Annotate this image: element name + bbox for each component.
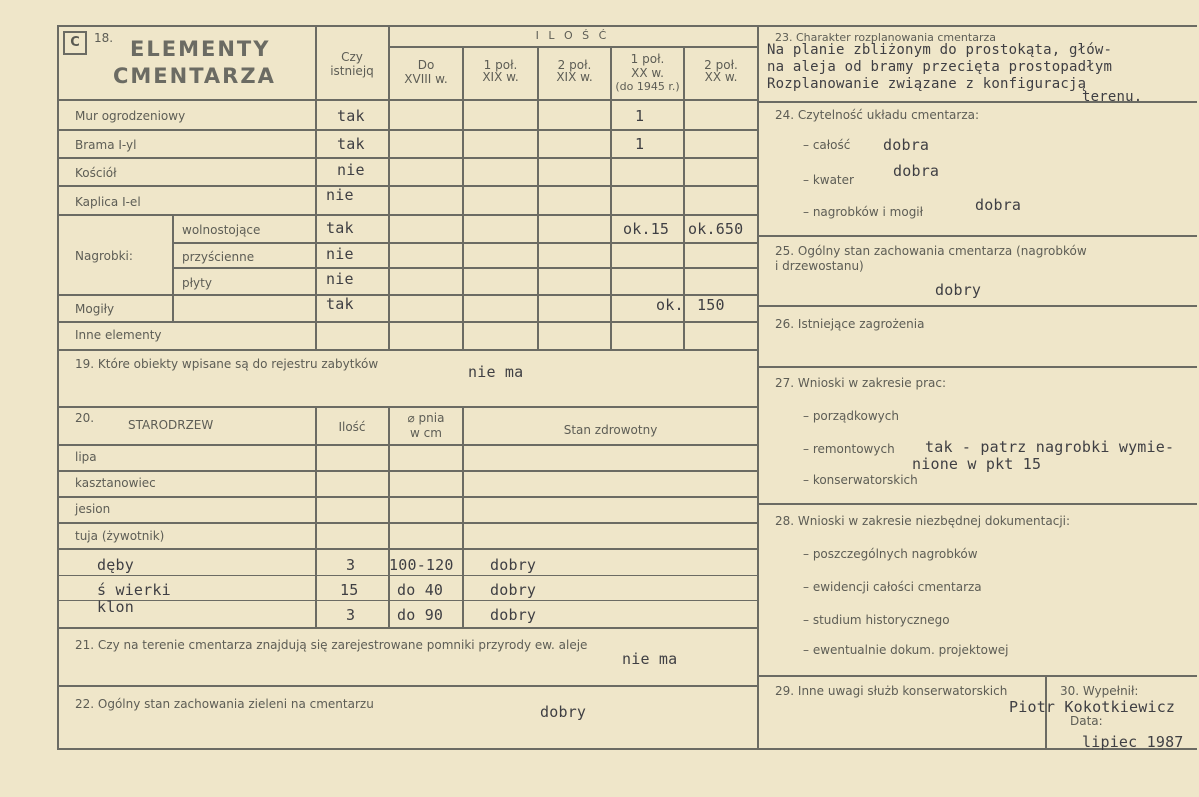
tree-row-diam: do 40	[397, 581, 444, 599]
period-4-l3: (do 1945 r.)	[615, 80, 680, 93]
tree-row-label: dęby	[97, 556, 134, 574]
s23-label: 23. Charakter rozplanowania cmentarza	[775, 31, 996, 44]
s30-name: Piotr Kokotkiewicz	[1009, 698, 1176, 716]
s20-number: 20.	[75, 411, 95, 425]
s27-item: – konserwatorskich	[803, 473, 918, 487]
row-exists: tak	[326, 219, 354, 237]
s24-item-label: – kwater	[803, 173, 854, 187]
column-divider	[757, 25, 759, 750]
row-label: Brama I-yl	[75, 138, 137, 152]
s24-item-value: dobra	[893, 162, 940, 180]
frame-left	[57, 25, 59, 750]
period-3-l2: XIX w.	[556, 70, 593, 84]
s24-item-value: dobra	[883, 136, 930, 154]
s18-number: 18.	[94, 31, 114, 45]
tree-row-diam: 100-120	[389, 556, 454, 574]
s29-label: 29. Inne uwagi służb konserwatorskich	[775, 684, 1008, 698]
tree-row-qty: 3	[346, 606, 356, 624]
s30-date-label: Data:	[1070, 714, 1103, 728]
s19-label: 19. Które obiekty wpisane są do rejestru zabytków	[75, 357, 379, 371]
s20-title: STARODRZEW	[128, 418, 214, 432]
row-period5: ok.650	[688, 220, 744, 238]
s28-item: – poszczególnych nagrobków	[803, 547, 978, 561]
row-exists: nie	[326, 186, 354, 204]
row-period5: 150	[697, 296, 725, 314]
s23-line2: na aleja od bramy przecięta prostopadłym	[767, 59, 1113, 75]
s22-value: dobry	[540, 703, 587, 721]
s30-date: lipiec 1987	[1082, 733, 1184, 751]
s24-item-label: – całość	[803, 138, 851, 152]
row-exists: tak	[337, 135, 365, 153]
period-3-l1: 2 poł.	[557, 58, 592, 72]
row-label: Mur ogrodzeniowy	[75, 109, 186, 123]
s21-label: 21. Czy na terenie cmentarza znajdują się zarejestrowane pomniki przyrody ew. aleje	[75, 638, 588, 652]
col-exists-l2: istniejq	[330, 64, 374, 78]
row-label: przyścienne	[182, 250, 255, 264]
col-exists-l1: Czy	[341, 50, 363, 64]
tree-row-label: ś wierki	[97, 581, 171, 599]
s23-line4: terenu.	[1082, 89, 1143, 105]
row-period4: ok.	[656, 296, 684, 314]
s25-label-l1: 25. Ogólny stan zachowania cmentarza (nagrobków	[775, 244, 1087, 258]
period-1-l1: Do	[417, 58, 435, 72]
s18-title-line2: CMENTARZA	[113, 64, 276, 88]
frame-bottom	[57, 748, 1197, 750]
period-4-l1: 1 poł.	[630, 52, 665, 66]
s27-remont-l2: nione w pkt 15	[912, 455, 1042, 473]
row-label: płyty	[182, 276, 212, 290]
tree-row-health: dobry	[490, 581, 537, 599]
s24-item-value: dobra	[975, 196, 1022, 214]
row-label: wolnostojące	[182, 223, 261, 237]
s20-col-diam-l2: w cm	[410, 426, 442, 440]
s28-item: – studium historycznego	[803, 613, 950, 627]
tree-row-qty: 15	[340, 581, 359, 599]
s28-item: – ewentualnie dokum. projektowej	[803, 643, 1009, 657]
tree-row-health: dobry	[490, 606, 537, 624]
row-exists: nie	[326, 245, 354, 263]
s26-label: 26. Istniejące zagrożenia	[775, 317, 925, 331]
tree-row-label: kasztanowiec	[75, 476, 156, 490]
tree-row-diam: do 90	[397, 606, 444, 624]
s25-label-l2: i drzewostanu)	[775, 259, 864, 273]
s27-remont-l1: tak - patrz nagrobki wymie-	[925, 438, 1175, 456]
tree-row-label: klon	[97, 598, 134, 616]
period-5-l2: XX w.	[704, 70, 738, 84]
row-label: Mogiły	[75, 302, 115, 316]
row-label: Kościół	[75, 166, 117, 180]
tree-row-label: jesion	[75, 502, 111, 516]
row-group-label: Nagrobki:	[75, 249, 133, 263]
period-2-l1: 1 poł.	[483, 58, 518, 72]
tree-row-qty: 3	[346, 556, 356, 574]
period-5-l1: 2 poł.	[704, 58, 738, 72]
row-label: Kaplica I-el	[75, 195, 141, 209]
row-exists: tak	[337, 107, 365, 125]
row-label: Inne elementy	[75, 328, 162, 342]
s28-label: 28. Wnioski w zakresie niezbędnej dokumentacji:	[775, 514, 1071, 528]
s27-label: 27. Wnioski w zakresie prac:	[775, 376, 947, 390]
s27-item: – porządkowych	[803, 409, 899, 423]
s20-col-health: Stan zdrowotny	[563, 423, 658, 437]
tree-row-health: dobry	[490, 556, 537, 574]
col-ilosc: I L O Ś Ć	[535, 29, 610, 42]
period-1-l2: XVIII w.	[404, 72, 448, 86]
period-2-l2: XIX w.	[482, 70, 519, 84]
s21-value: nie ma	[622, 650, 678, 668]
row-exists: tak	[326, 295, 354, 313]
s23-line1: Na planie zbliżonym do prostokąta, głów-	[767, 42, 1113, 58]
s28-item: – ewidencji całości cmentarza	[803, 580, 982, 594]
s19-value: nie ma	[468, 363, 524, 381]
tree-row-label: lipa	[75, 450, 97, 464]
section-code-box: C	[63, 31, 87, 55]
s24-item-label: – nagrobków i mogił	[803, 205, 924, 219]
s18-title-line1: ELEMENTY	[130, 37, 271, 61]
s25-value: dobry	[935, 281, 982, 299]
s22-label: 22. Ogólny stan zachowania zieleni na cmentarzu	[75, 697, 374, 711]
s27-item: – remontowych	[803, 442, 895, 456]
period-4-l2: XX w.	[631, 66, 664, 80]
row-exists: nie	[326, 270, 354, 288]
row-period4: 1	[635, 135, 645, 153]
s23-line3: Rozplanowanie związane z konfiguracją	[767, 76, 1087, 92]
s24-label: 24. Czytelność układu cmentarza:	[775, 108, 980, 122]
row-exists: nie	[337, 161, 365, 179]
s20-col-diam-l1: ⌀ pnia	[407, 411, 445, 425]
frame-top	[57, 25, 1197, 27]
tree-row-label: tuja (żywotnik)	[75, 529, 165, 543]
s20-col-ilosc: Ilość	[338, 420, 366, 434]
s30-label: 30. Wypełnił:	[1060, 684, 1139, 698]
row-period4: 1	[635, 107, 645, 125]
row-period4: ok.15	[623, 220, 670, 238]
